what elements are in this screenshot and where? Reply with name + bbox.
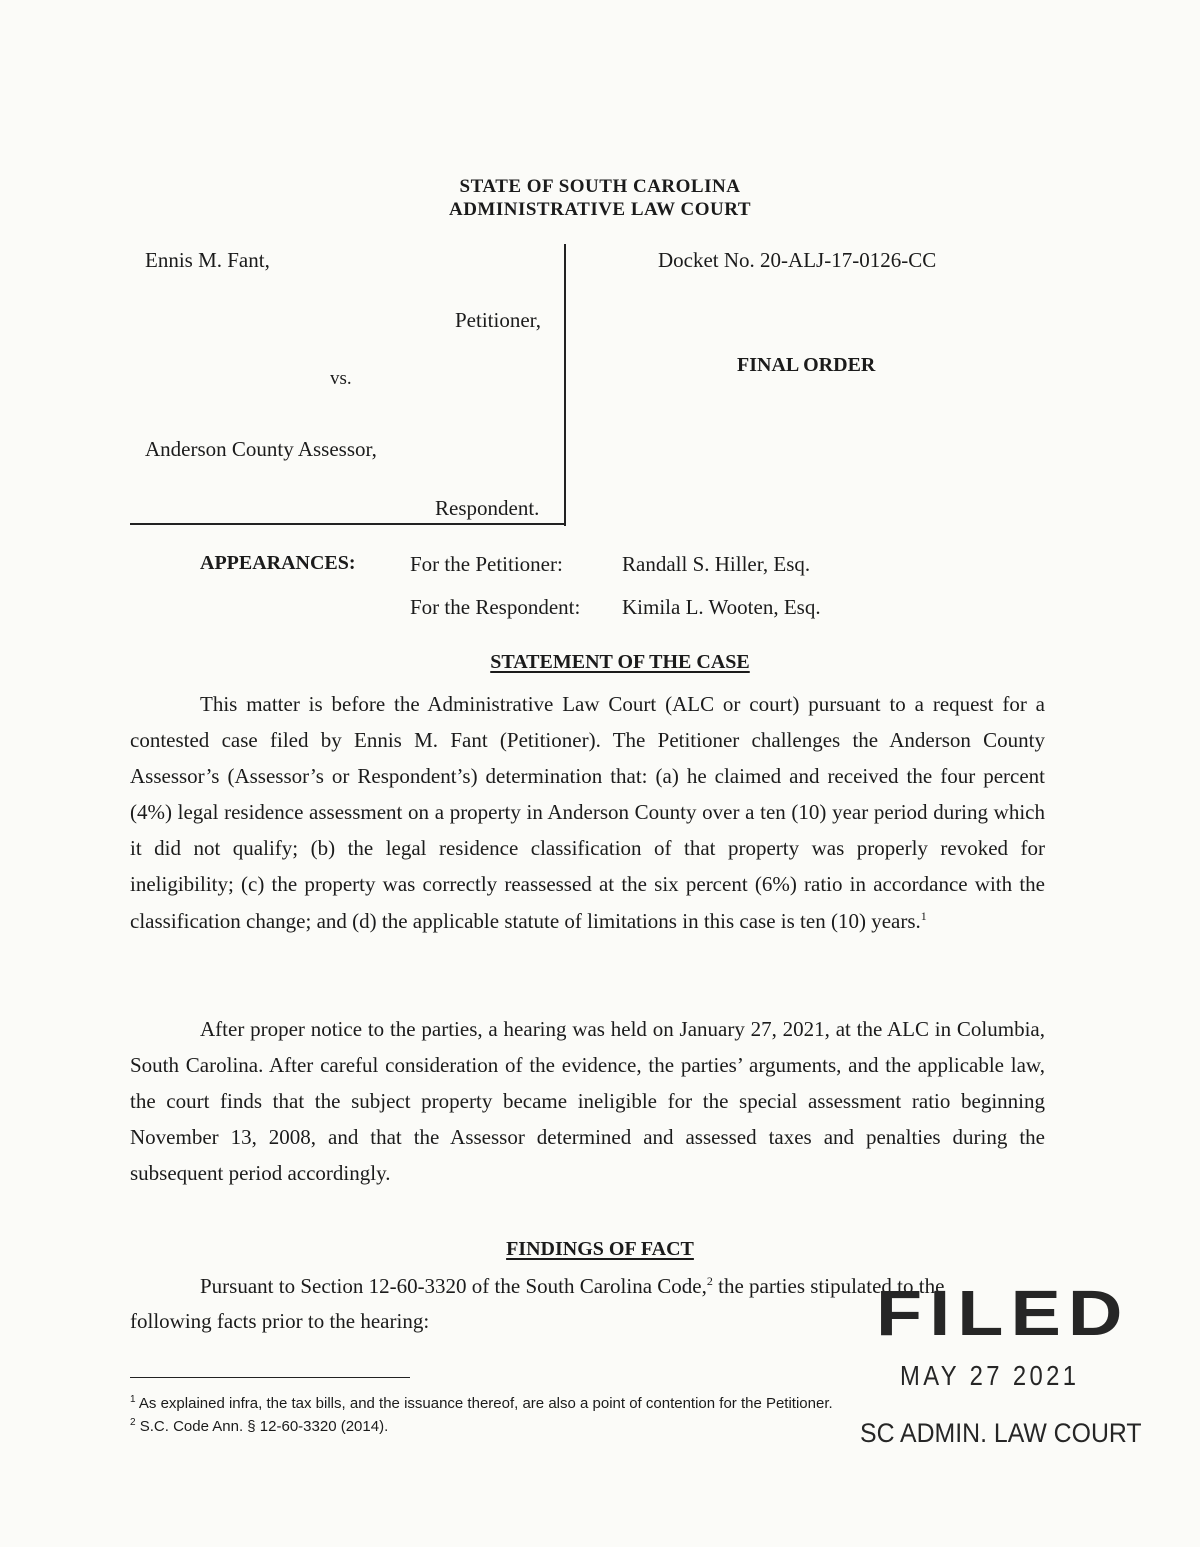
statement-paragraph-2-text: After proper notice to the parties, a hearing was held on January 27, 2021, at the ALC in Columbia, South Carolina. After careful consideration of the evidence, the parties’ arguments, and the applicable law, the court finds that the subject property became ineligible for the special assessment ratio beginning November 13, 2008, and that the Assessor determined and assessed taxes and penalties during the subsequent period accordingly. <box>130 1017 1045 1186</box>
footnote-ref-1: 1 <box>920 908 927 923</box>
footnote-1 <box>130 1395 833 1412</box>
statement-paragraph-1-text: This matter is before the Administrative Law Court (ALC or court) pursuant to a request for a contested case filed by Ennis M. Fant (Petitioner). The Petitioner challenges the Anderson County Assessor’s (Assessor’s or Respondent’s) determination that: (a) he claimed and received the four percent (4%) legal residence assessment on a property in Anderson County over a ten (10) year period during which it did not qualify; (b) the legal residence classification of that property was properly revoked for ineligibility; (c) the property was correctly reassessed at the six percent (6%) ratio in accordance with the classification change; and (d) the applicable statute of limitations in this case is ten (10) years. <box>130 692 1045 933</box>
findings-paragraph-line-2: following facts prior to the hearing: <box>130 1309 430 1333</box>
appearance-party: For the Petitioner: <box>410 552 563 576</box>
footnote-separator <box>130 1377 410 1378</box>
respondent-role: Respondent. <box>435 496 540 520</box>
appearances-label: APPEARANCES: <box>200 552 356 574</box>
appearance-counsel: Kimila L. Wooten, Esq. <box>622 595 821 619</box>
appearance-counsel: Randall S. Hiller, Esq. <box>622 552 811 576</box>
filed-stamp-court: SC ADMIN. LAW COURT <box>860 1418 1142 1448</box>
petitioner-role: Petitioner, <box>455 308 542 332</box>
footnote-ref-2: 2 <box>706 1274 713 1288</box>
findings-text-before: Pursuant to Section 12-60-3320 of the South Carolina Code, <box>200 1274 707 1298</box>
filed-stamp-word: FILED <box>876 1277 1130 1349</box>
caption-vertical-rule <box>564 244 566 526</box>
footnote-mark: 1 <box>130 1394 136 1405</box>
court-state-title: STATE OF SOUTH CAROLINA <box>459 176 741 197</box>
statement-paragraph-1 <box>130 686 1045 939</box>
filed-stamp-date: MAY 27 2021 <box>900 1360 1080 1391</box>
petitioner-name: Ennis M. Fant, <box>145 248 270 272</box>
footnote-text: As explained infra, the tax bills, and the issuance thereof, are also a point of contention for the Petitioner. <box>138 1395 833 1412</box>
findings-heading: FINDINGS OF FACT <box>506 1238 694 1260</box>
findings-text-after: the parties stipulated to the <box>712 1274 945 1298</box>
court-name-title: ADMINISTRATIVE LAW COURT <box>448 199 751 220</box>
order-title: FINAL ORDER <box>737 354 876 376</box>
respondent-name: Anderson County Assessor, <box>145 437 377 461</box>
footnote-text: S.C. Code Ann. § 12-60-3320 (2014). <box>139 1418 389 1435</box>
statement-paragraph-2 <box>130 1011 1045 1191</box>
caption-horizontal-rule <box>130 523 566 525</box>
statement-heading: STATEMENT OF THE CASE <box>490 651 750 673</box>
footnote-2 <box>130 1418 388 1435</box>
findings-paragraph-line-1 <box>200 1274 944 1299</box>
docket-number: Docket No. 20-ALJ-17-0126-CC <box>658 248 937 272</box>
footnote-mark: 2 <box>130 1417 136 1428</box>
versus-label: vs. <box>330 368 352 389</box>
appearance-party: For the Respondent: <box>410 595 581 619</box>
